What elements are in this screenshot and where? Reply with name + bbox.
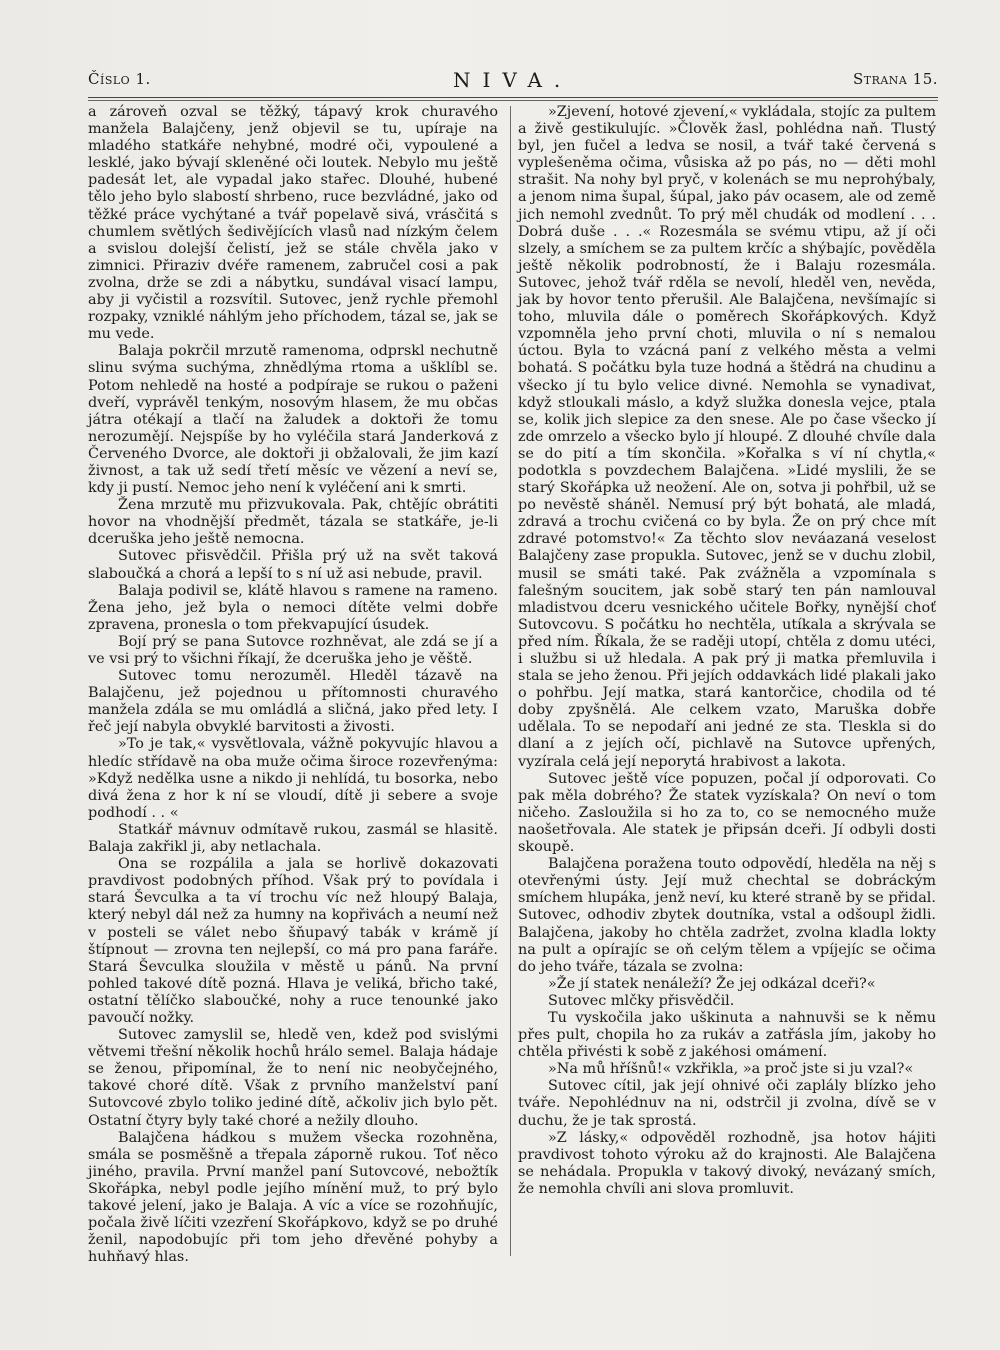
- paragraph: Sutovec ještě více popuzen, počal jí odporovati. Co pak měla dobrého? Že statek vyzískala? On neví o tom ničeho. Zasloužila si ho za to, co se nemocného muže naošetřovala. Ale statek je připsán dceři. Jí odbyli dosti skoupě.: [518, 770, 936, 856]
- paragraph: Bojí prý se pana Sutovce rozhněvat, ale zdá se jí a ve vsi prý to všichni říkají, že dceruška jeho je věště.: [88, 633, 498, 667]
- paragraph: Sutovec přisvědčil. Přišla prý už na svět taková slaboučká a chorá a lepší to s ní už asi nebude, pravil.: [88, 548, 498, 582]
- page-number: Strana 15.: [852, 70, 938, 88]
- paragraph: »Z lásky,« odpověděl rozhodně, jsa hotov hájiti pravdivost tohoto výroku až do krajnosti. Ale Balajčena se nehádala. Propukla v takový divoký, nevázaný smích, že nemohla chvíli ani slova promluvit.: [518, 1129, 936, 1197]
- header-rule: [88, 97, 938, 101]
- issue-number: Číslo 1.: [88, 70, 151, 88]
- paragraph: Statkář mávnuv odmítavě rukou, zasmál se hlasitě. Balaja zakřikl ji, aby netlachala.: [88, 821, 498, 856]
- magazine-title: NIVA.: [453, 68, 573, 92]
- paragraph: Balajčena poražena touto odpovědí, hleděla na něj s otevřenými ústy. Její muž chechtal se dobráckým smíchem hlupáka, jenž neví, ku které straně by se přidal. Sutovec, odhodiv zbytek doutníka, vstal a odšoupl židli. Balajčena, jakoby ho chtěla zadržet, zvolna kladla lokty na pult a opírajíc se oň celým tělem a vpíjejíc se očima do jeho tváře, tázala se zvolna:: [518, 856, 936, 975]
- paragraph: Sutovec cítil, jak její ohnivé oči zaplály blízko jeho tváře. Nepohlédnuv na ni, odstrčil ji zvolna, dívě se v duchu, že je tak sprostá.: [518, 1078, 936, 1129]
- paragraph: »To je tak,« vysvětlovala, vážně pokyvujíc hlavou a hledíc střídavě na oba muže očima široce rozevřenýma: »Když nedělka usne a nikdo ji nehlídá, tu bosorka, nebo divá žena z hor k ní se vloudí, dítě ji sebere a svoje podhodí . . «: [88, 736, 498, 821]
- column-divider: [510, 106, 511, 1256]
- paragraph: Žena mrzutě mu přizvukovala. Pak, chtějíc obrátiti hovor na vhodnější předmět, tázala se statkáře, je-li dceruška jeho ještě nemocna.: [88, 497, 498, 548]
- paragraph: Balaja podivil se, klátě hlavou s ramene na rameno. Žena jeho, jež byla o nemoci dítěte velmi dobře zpravena, pronesla o tom překvapující úsudek.: [88, 582, 498, 633]
- paragraph: »Že jí statek nenáleží? Že jej odkázal dceři?«: [548, 975, 876, 992]
- paragraph: a zároveň ozval se těžký, tápavý krok churavého manžela Balajčeny, jenž objevil se tu, upíraje na mladého statkáře nehybné, modré oči, vypoulené a lesklé, jako bývají skleněné oči loutek. Nebylo mu ještě padesát let, ale vypadal jako stařec. Dlouhé, hubené tělo jeho bylo slabostí shrbeno, ruce bezvládné, jako od těžké práce vychýtané a tvář popelavě sivá, vrásčitá s chumlem světlých šedivějících vlasů nad nízkým čelem a svislou dolejší čelistí, jež se stále chvěla jako v zimnici. Přiraziv dvéře ramenem, zabručel cosi a pak zvolna, drže se zdi a nábytku, sundával visací lampu, aby ji vyčistil a rozsvítil. Sutovec, jenž rychle přemohl rozpaky, vzniklé náhlým jeho příchodem, tázal se, jak se mu vede.: [88, 104, 498, 343]
- left-column: [88, 104, 498, 1266]
- paragraph: Balajčena hádkou s mužem všecka rozohněna, smála se posměšně a třepala záporně rukou. Toť něco jiného, pravila. První manžel paní Sutovcové, nebožtík Skořápka, nebyl podle jejího mínění muž, to prý bylo takové jelení, jako je Balaja. A víc a více se rozohňujíc, počala živě líčiti vzezření Skořápkovo, když se po druhé ženil, napodobujíc při tom jeho dřevěné pohyby a huhňavý hlas.: [88, 1129, 498, 1266]
- paragraph: Sutovec mlčky přisvědčil.: [548, 992, 735, 1009]
- page-header: [88, 68, 938, 94]
- paragraph: Tu vyskočila jako uškinuta a nahnuvši se k němu přes pult, chopila ho za rukáv a zatřásla jím, jakoby ho chtěla přivésti k sobě z jakéhosi omámení.: [518, 1009, 936, 1061]
- paragraph: Ona se rozpálila a jala se horlivě dokazovati pravdivost podobných příhod. Však prý to povídala i stará Ševculka a ta ví trochu víc než hloupý Balaja, který nebyl dál než za humny na kopřivách a neumí než v posteli se válet nebo šňupavý tabák v krámě jí štípnout — zrovna ten nejlepší, co má pro pana faráře. Stará Ševculka sloužila v městě u pánů. Na první pohled takové dítě pozná. Hlava je veliká, břicho také, ostatní tělíčko slaboučké, nohy a ruce tenounké jako pavoučí nožky.: [88, 856, 498, 1026]
- paragraph: Sutovec tomu nerozuměl. Hleděl tázavě na Balajčenu, jež pojednou u přítomnosti churavého manžela zdála se mu omládlá a sličná, jako před lety. I řeč její nabyla obvyklé barvitosti a živosti.: [88, 668, 498, 736]
- paragraph: Sutovec zamyslil se, hledě ven, kdež pod svislými větvemi třešní několik hochů hrálo semel. Balaja hádaje se ženou, připomínal, že to není nic neobyčejného, takové choré dítě. Však z prvního manželství paní Sutovcové zbylo toliko jediné dítě, ačkoliv jich bylo pět. Ostatní čtyry byly také choré a nežily dlouho.: [88, 1027, 498, 1129]
- right-column: [518, 104, 936, 1198]
- paragraph: »Zjevení, hotové zjevení,« vykládala, stojíc za pultem a živě gestikulujíc. »Člověk žasl, pohlédna naň. Tlustý byl, jen fučel a ledva se nosil, a tvář také červená s vyplešeněma očima, vůsiska až po pás, no — děti mohl strašit. Na nohy byl pryč, v kolenách se mu neprohýbaly, a jenom nima šupal, šúpal, jako páv ocasem, ale od země jich nemohl zvednůt. To prý měl chudák od modlení . . . Dobrá duše . . .« Rozesmála se svému vtipu, až jí oči slzely, a smíchem se za pultem krčíc a shýbajíc, pověděla ještě několik podrobností, že i Balaju rozesmála. Sutovec, jehož tvář rděla se nevolí, hleděl ven, nevěda, jak by hovor tento přerušil. Ale Balajčena, nevšímajíc si toho, mluvila dále o poměrech Skořápkových. Když vzpomněla jeho první choti, mluvila o ní s nemalou úctou. Byla to vzácná paní z velkého města a velmi bohatá. S počátku byla tuze hodná a štědrá na chudinu a všecko jí tu bylo velice divné. Nemohla se vynadivat, když stloukali máslo, a když služka donesla vejce, ptala se, kolik jich slepice za den snese. Ale po čase všecko jí zde omrzelo a všecko bylo jí hloupé. Z dlouhé chvíle dala se do pití a tím skončila. »Kořalka s ví ní chytla,« podotkla s povzdechem Balajčena. »Lidé myslili, že se starý Skořápka už neožení. Ale on, sotva ji pohřbil, už se po nevěstě sháněl. Nemusí prý být bohatá, ale mladá, zdravá a trochu cvičená co by byla. Že on prý chce mít zdravé potomstvo!« Za těchto slov neváazaná veselost Balajčeny zase propukla. Sutovec, jenž se v duchu zlobil, musil se smáti také. Pak zvážněla a vzpomínala s falešným soucitem, jak sobě starý ten pán namlouval mladistvou dceru vesnického učitele Bořky, nynější choť Sutovcovu. S počátku ho nechtěla, utíkala a skrývala se před ním. Říkala, že se raději utopí, chtěla z domu utéci, i službu si už hledala. A pak prý ji matka přemluvila i stala se jeho ženou. Při jejích oddavkách lidé plakali jako o pohřbu. Její matka, stará kantorčice, chodila od té doby zpyšnělá. Ale celkem vzato, Maruška dobře udělala. To se nepodaří ani jedné ze sta. Tleskla si do dlaní a z jejích očí, pichlavě na Sutovce upřených, vyzírala celá její neporytá hrabivost a lakota.: [518, 104, 936, 770]
- paragraph: »Na mů hříšnů!« vzkřikla, »a proč jste si ju vzal?«: [548, 1061, 914, 1078]
- paragraph: Balaja pokrčil mrzutě ramenoma, odprskl nechutně slinu svýma suchýma, zhnědlýma rtoma a ušklíbl se. Potom nehledě na hosté a podpíraje se rukou o paženi dveří, vyprávěl tenkým, nosovým hlasem, že mu občas játra otékají a tlačí na žaludek a doktoři že tomu nerozumějí. Nejspíše by ho vyléčila stará Janderková z Červeného Dvorce, ale doktoři ji obžalovali, že jim kazí živnost, a tak už sedí třetí měsíc ve vězení a neví se, kdy ji pustí. Nemoc jeho není k vyléčení ani k smrti.: [88, 343, 498, 497]
